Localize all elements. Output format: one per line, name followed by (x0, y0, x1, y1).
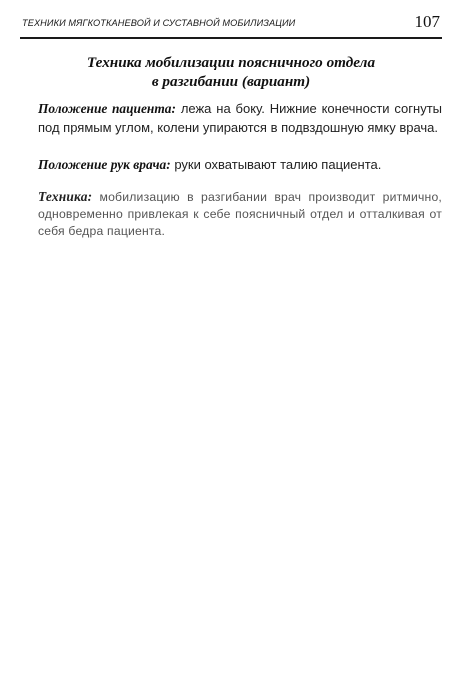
section-title (20, 53, 442, 91)
section-title-line-2: в разгибании (вариант) (151, 73, 311, 90)
paragraph-technique (38, 188, 442, 240)
section-title-line-1: Техника мобилизации поясничного отдела (86, 54, 376, 71)
technique-label: Техника: (38, 189, 93, 204)
patient-position-label: Положение пациента: (38, 101, 176, 116)
hands-position-label: Положение рук врача: (38, 157, 171, 172)
running-header (20, 12, 442, 36)
paragraph-hands-position (38, 155, 442, 174)
hands-position-text: руки охватывают талию пациента. (174, 157, 382, 172)
page-number: 107 (414, 12, 440, 31)
technique-text: мобилизацию в разгибании врач производит ритмично, одновременно привлекая к себе поясничный отдел и отталкивая от себя бедра пациента. (38, 190, 443, 238)
patient-position-text: лежа на боку. Нижние конечности согнуты под прямым углом, колени упираются в подвздошную ямку врача. (38, 101, 442, 135)
paragraph-patient-position (38, 99, 442, 137)
header-rule (20, 37, 442, 39)
running-title: ТЕХНИКИ МЯГКОТКАНЕВОЙ И СУСТАВНОЙ МОБИЛИЗАЦИИ (22, 18, 296, 28)
